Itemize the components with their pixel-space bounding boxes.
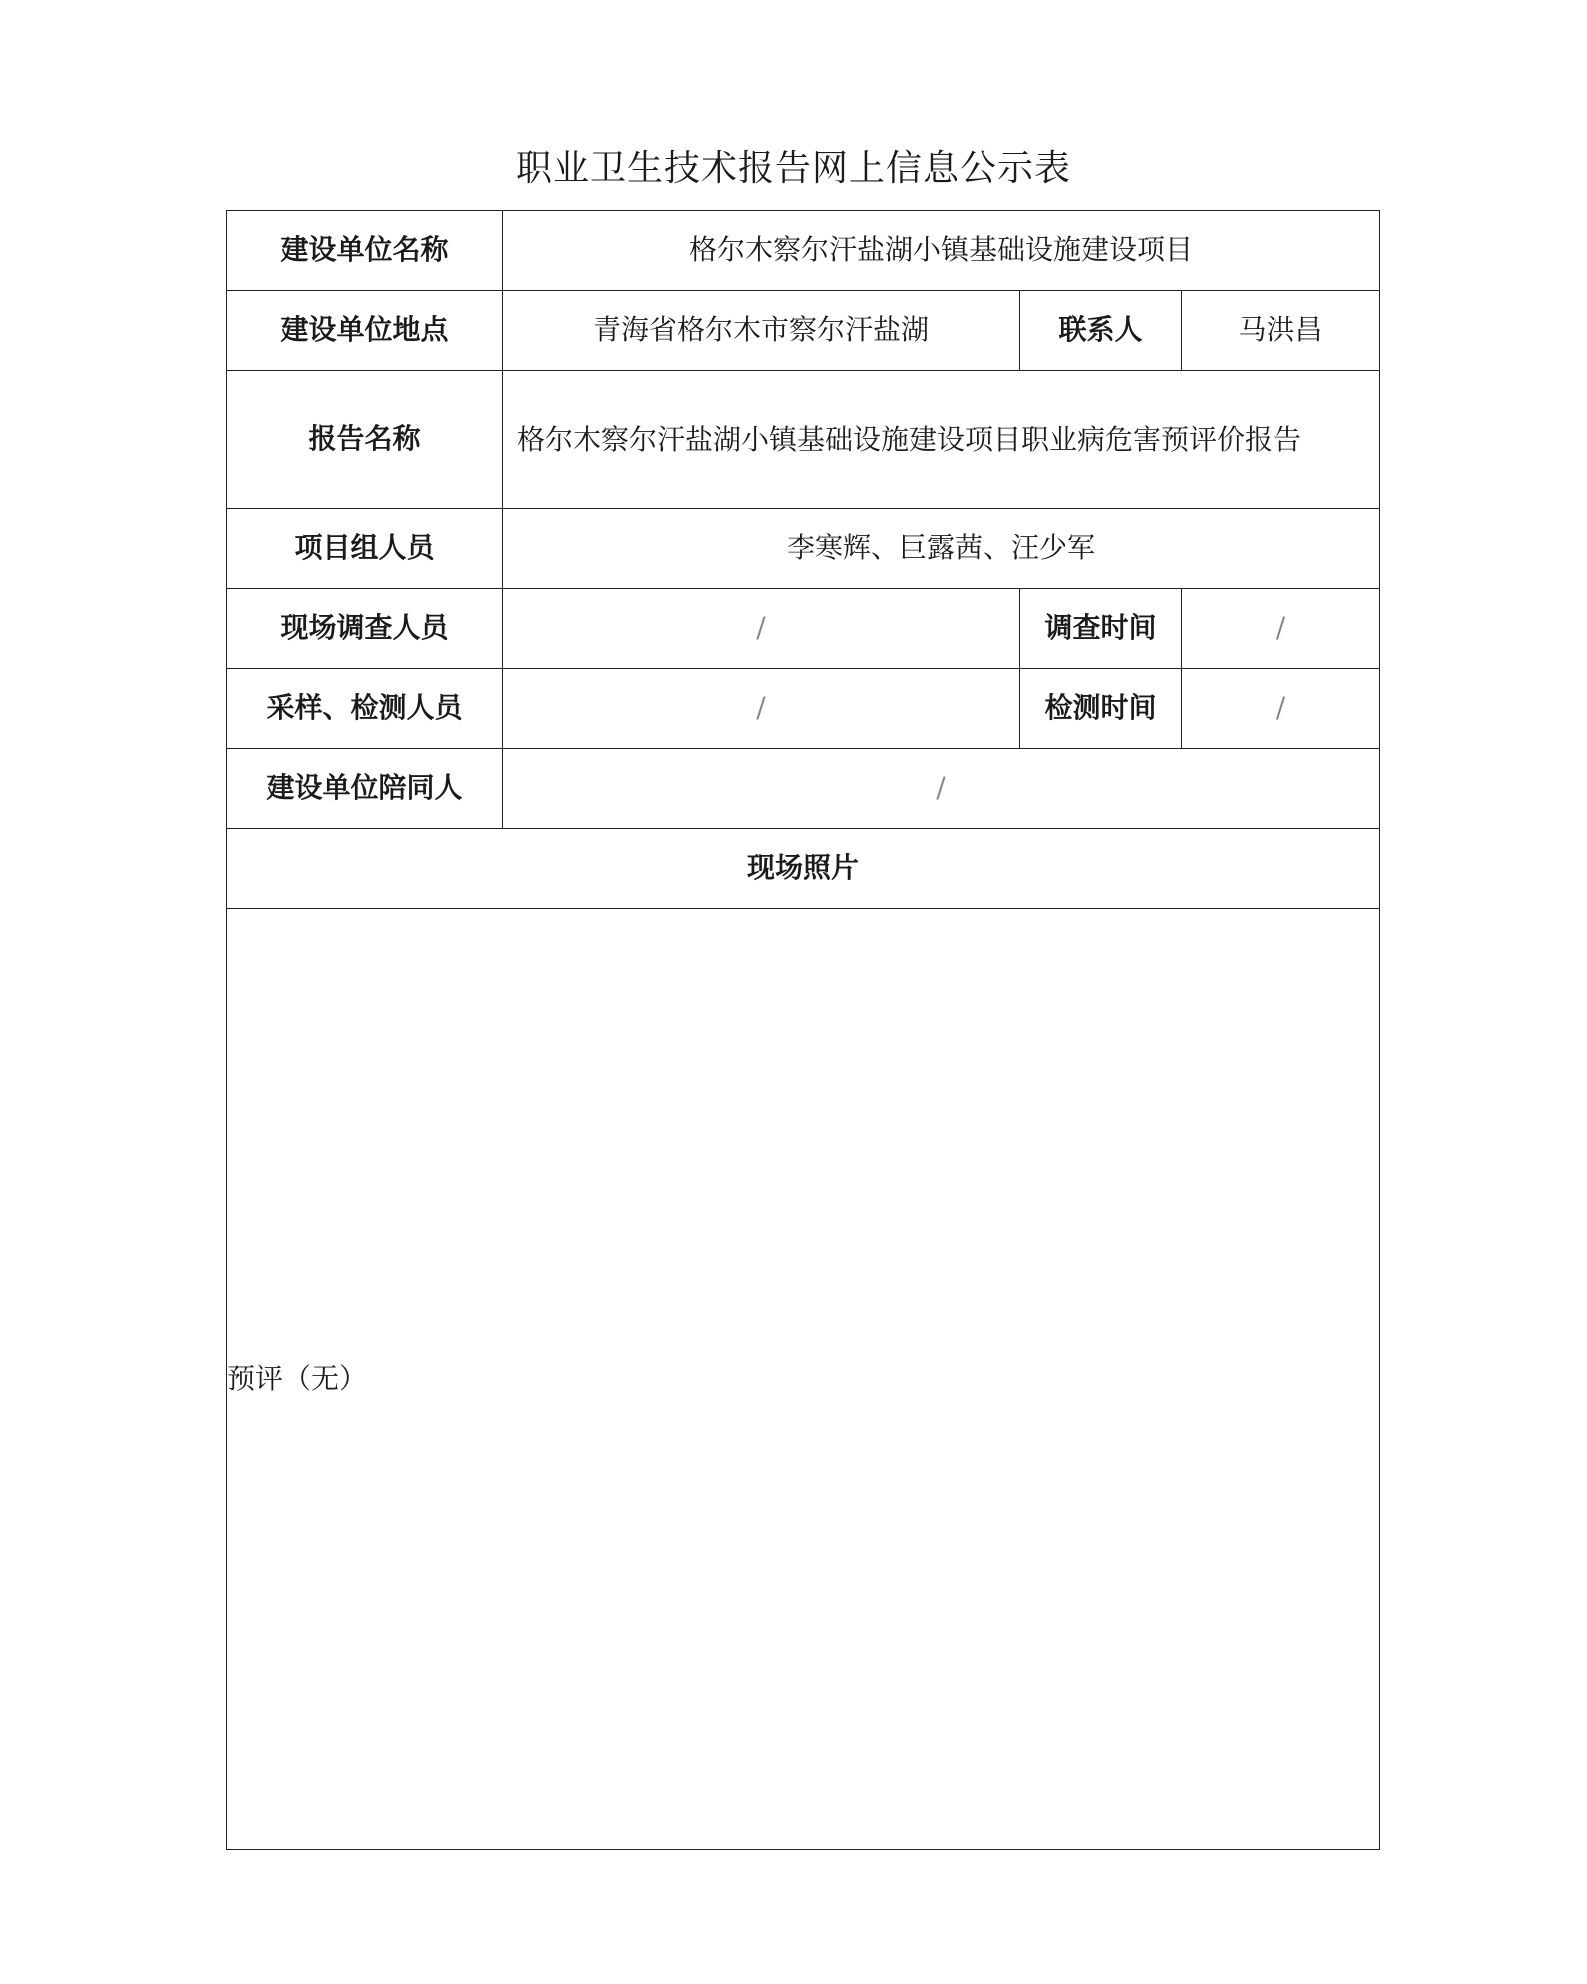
row-photos-area: [227, 909, 1380, 1850]
row-sampling: [227, 669, 1380, 749]
report-name-label: 报告名称: [227, 371, 503, 509]
testing-time-value: /: [1182, 669, 1380, 749]
contact-value: 马洪昌: [1182, 291, 1380, 371]
survey-staff-label: 现场调查人员: [227, 589, 503, 669]
row-survey: [227, 589, 1380, 669]
survey-time-label: 调查时间: [1020, 589, 1182, 669]
photos-area: [227, 909, 1380, 1850]
document-title: 职业卫生技术报告网上信息公示表: [515, 148, 1071, 189]
team-members-value: 李寒辉、巨露茜、汪少军: [503, 509, 1380, 589]
sampling-staff-label: 采样、检测人员: [227, 669, 503, 749]
survey-staff-value: /: [503, 589, 1020, 669]
row-photos-header: [227, 829, 1380, 909]
row-unit-location: [227, 291, 1380, 371]
unit-location-label: 建设单位地点: [227, 291, 503, 371]
contact-label: 联系人: [1020, 291, 1182, 371]
sampling-staff-value: /: [503, 669, 1020, 749]
row-unit-name: [227, 211, 1380, 291]
photos-content: 预评（无）: [227, 1361, 368, 1395]
unit-location-value: 青海省格尔木市察尔汗盐湖: [503, 291, 1020, 371]
survey-time-value: /: [1182, 589, 1380, 669]
unit-name-label: 建设单位名称: [227, 211, 503, 291]
info-table: [226, 210, 1380, 1850]
unit-name-value: 格尔木察尔汗盐湖小镇基础设施建设项目: [503, 211, 1380, 291]
escort-label: 建设单位陪同人: [227, 749, 503, 829]
row-escort: [227, 749, 1380, 829]
testing-time-label: 检测时间: [1020, 669, 1182, 749]
row-report-name: [227, 371, 1380, 509]
report-name-value: 格尔木察尔汗盐湖小镇基础设施建设项目职业病危害预评价报告: [503, 371, 1380, 509]
row-team-members: [227, 509, 1380, 589]
photos-header: 现场照片: [227, 829, 1380, 909]
escort-value: /: [503, 749, 1380, 829]
team-members-label: 项目组人员: [227, 509, 503, 589]
